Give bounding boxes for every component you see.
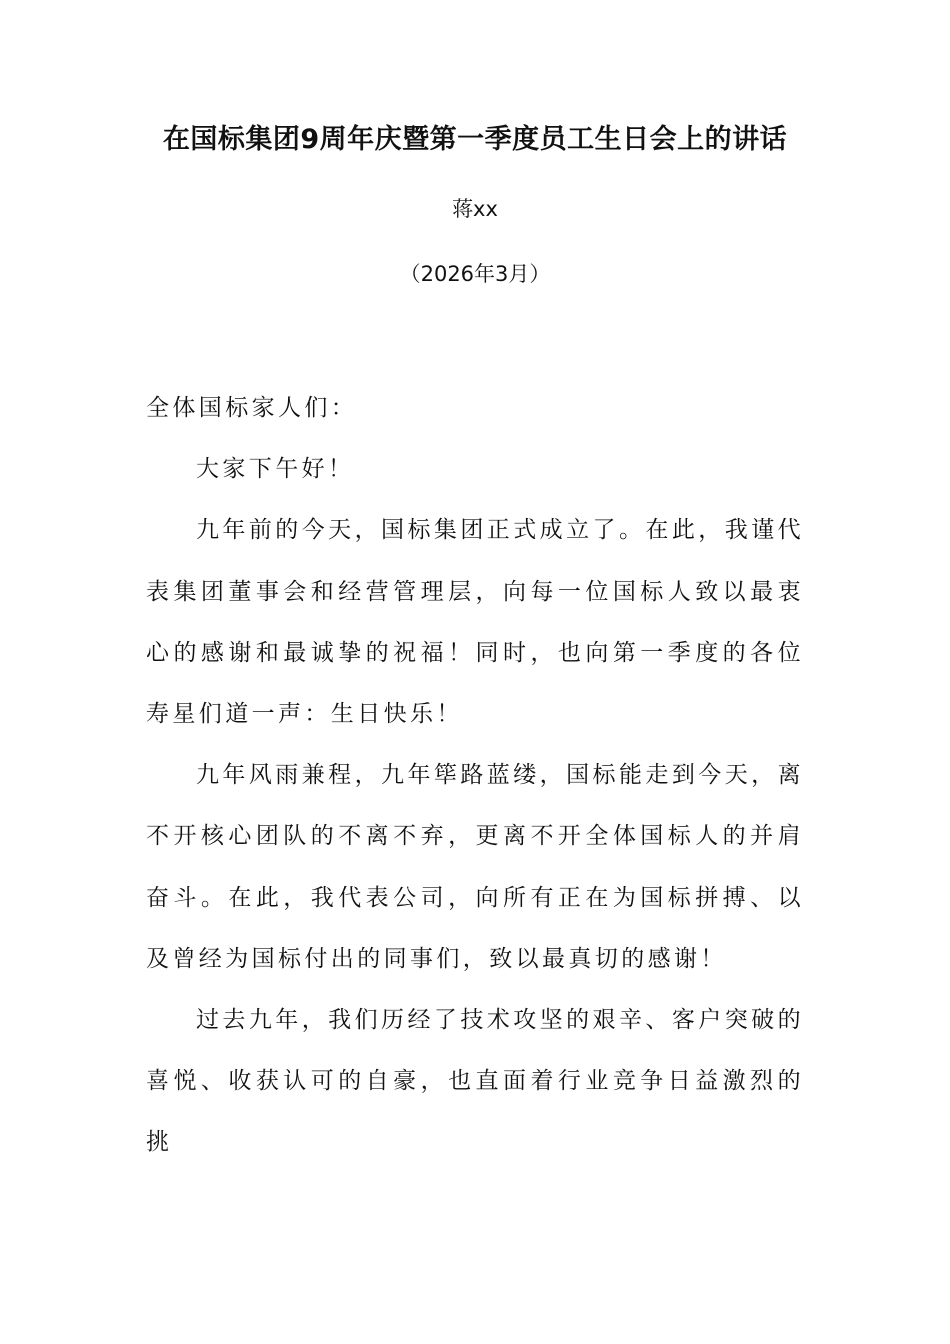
paragraph-2: 九年前的今天，国标集团正式成立了。在此，我谨代表集团董事会和经营管理层，向每一位国标人致以最衷心的感谢和最诚挚的祝福！同时，也向第一季度的各位寿星们道一声：生日快乐！ — [146, 517, 804, 728]
speech-author: 蒋xx — [452, 197, 498, 221]
speech-title: 在国标集团9周年庆暨第一季度员工生日会上的讲话 — [162, 124, 788, 155]
paragraph-3: 九年风雨兼程，九年筚路蓝缕，国标能走到今天，离不开核心团队的不离不弃，更离不开全体国标人的并肩奋斗。在此，我代表公司，向所有正在为国标拼搏、以及曾经为国标付出的同事们，致以最真切的感谢！ — [146, 762, 804, 972]
speech-date: （2026年3月） — [399, 262, 551, 286]
paragraph-4: 过去九年，我们历经了技术攻坚的艰辛、客户突破的喜悦、收获认可的自豪，也直面着行业竞争日益激烈的挑 — [146, 1007, 804, 1156]
speech-body — [146, 378, 804, 1174]
paragraph-1: 大家下午好！ — [196, 456, 355, 483]
salutation: 全体国标家人们： — [146, 395, 358, 421]
